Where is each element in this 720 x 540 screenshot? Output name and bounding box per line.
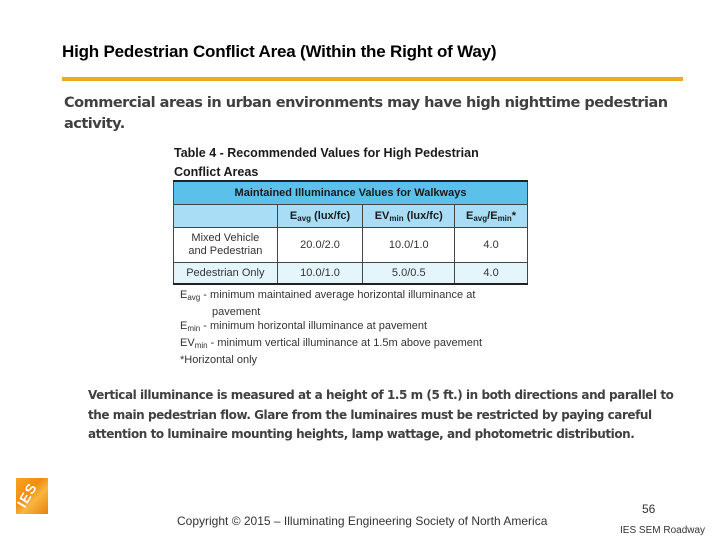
table-row <box>174 228 528 263</box>
table-column-header-row <box>174 205 528 228</box>
table-legend <box>180 288 482 367</box>
table-group-header: Maintained Illuminance Values for Walkways <box>174 181 528 205</box>
row-label: Mixed Vehicle and Pedestrian <box>174 228 278 263</box>
title-underline <box>62 77 683 81</box>
footer-tag: IES SEM Roadway <box>620 525 706 536</box>
table-caption-line2: Conflict Areas <box>174 165 259 179</box>
table-row <box>174 263 528 285</box>
cell-ratio: 4.0 <box>455 263 528 285</box>
row-label: Pedestrian Only <box>174 263 278 285</box>
cell-eavg: 10.0/1.0 <box>277 263 363 285</box>
table-header-eavg: $E_{avg}$ (lux/fc) <box>277 205 363 228</box>
legend-eavg: $E_{avg}$ - minimum maintained average horizontal illuminance at <box>180 289 476 302</box>
cell-evmin: 10.0/1.0 <box>363 228 455 263</box>
page-number: 56 <box>642 502 656 516</box>
table-header-blank <box>174 205 278 228</box>
table-header-ratio: $E_{avg}/E_{min}*$ <box>455 205 528 228</box>
cell-ratio: 4.0 <box>455 228 528 263</box>
cell-eavg: 20.0/2.0 <box>277 228 363 263</box>
note-paragraph: Vertical illuminance is measured at a height of 1.5 m (5 ft.) in both directions and parallel to the main pedestrian flow. Glare from the luminaires must be restricted by paying careful attention to luminaire mounting heights, lamp wattage, and photometric distribution. <box>88 388 674 441</box>
legend-eavg-cont: pavement <box>212 306 261 318</box>
table-header-evmin: $EV_{min}$ (lux/fc) <box>363 205 455 228</box>
lead-paragraph: Commercial areas in urban environments may have high nighttime pedestrian activity. <box>64 95 668 132</box>
legend-footnote: *Horizontal only <box>180 354 258 366</box>
legend-emin: $E_{min}$ - minimum horizontal illuminance at pavement <box>180 320 428 333</box>
cell-evmin: 5.0/0.5 <box>363 263 455 285</box>
legend-evmin: $EV_{min}$ - minimum vertical illuminance at 1.5m above pavement <box>180 337 483 350</box>
table-caption <box>174 144 479 182</box>
slide-title: High Pedestrian Conflict Area (Within the Right of Way) <box>62 42 497 61</box>
table-caption-line1: Table 4 - Recommended Values for High Pedestrian <box>174 146 479 160</box>
illuminance-table <box>173 180 528 285</box>
copyright-text: Copyright © 2015 – Illuminating Engineering Society of North America <box>177 514 548 528</box>
logo-text: IES <box>13 479 41 511</box>
ies-logo <box>13 478 48 514</box>
table-group-header-row <box>174 181 528 205</box>
